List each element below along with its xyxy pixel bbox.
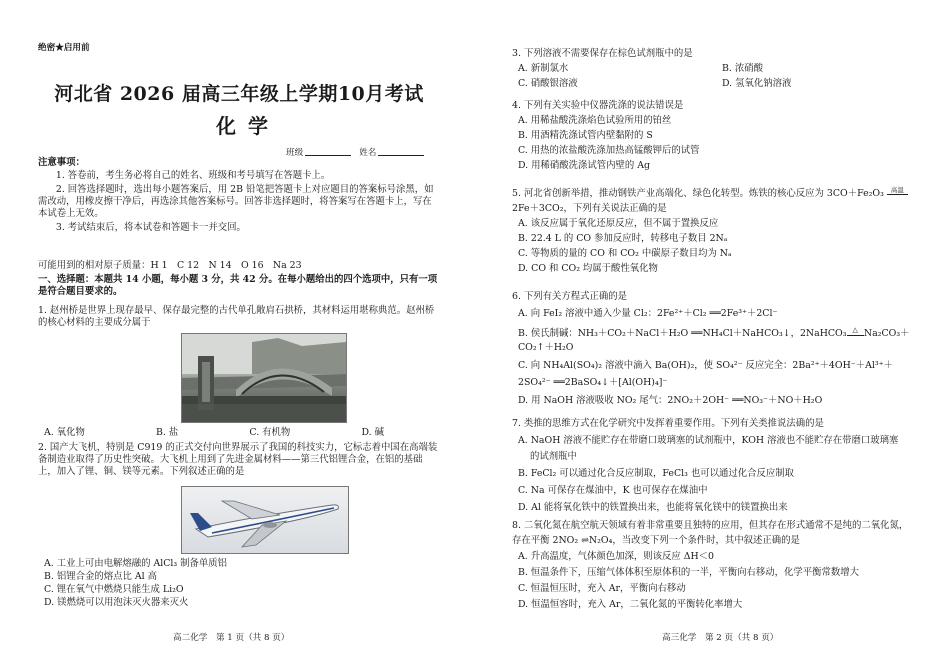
notice-heading: 注意事项：: [38, 157, 85, 168]
question-stem: 7. 类推的思维方式在化学研究中发挥着重要作用。下列有关类推说法确的是: [512, 418, 824, 429]
option-a: A. 用稀盐酸洗涤焰色试验所用的铂丝: [518, 115, 672, 127]
option-b-cont: CO₂↑＋H₂O: [518, 342, 574, 354]
options-row: [512, 78, 920, 90]
option-a: A. 升高温度，气体颜色加深，则该反应 ΔH＜0: [518, 551, 714, 563]
option-d: D. 恒温恒容时，充入 Ar，二氧化氮的平衡转化率增大: [518, 599, 743, 611]
stem-text: 5. 河北省创新举措，推动钢铁产业高端化、绿色化转型。炼铁的核心反应为 3CO＋Fe₂O₃: [512, 188, 884, 199]
heat-condition: △: [847, 326, 864, 336]
option-c-cont: 2SO₄²⁻ ══2BaSO₄↓＋[Al(OH)₄]⁻: [518, 377, 668, 389]
c919-aircraft-photo: [181, 486, 349, 554]
bridge-illustration: [182, 334, 346, 422]
option-b: B. 恒温条件下，压缩气体体积至原体积的一半，平衡向右移动，化学平衡常数增大: [518, 567, 859, 579]
question-stem: 4. 下列有关实验中仪器洗涤的说法错误是: [512, 100, 684, 111]
class-label: 班级: [286, 148, 304, 158]
name-blank: [378, 146, 424, 156]
question-stem: 2. 国产大飞机，特别是 C919 的正式交付向世界展示了我国的科技实力，它标志着中国在高端装备制造业取得了历史性突破。大飞机上用到了先进金属材料——第三代铝锂合金，在铝的基础上，加入了锂、铜、镁等元素。下列叙述正确的是: [38, 442, 438, 478]
option-d: D. 镁燃烧可以用泡沫灭火器来灭火: [44, 597, 189, 609]
option-a: A. 新制氯水: [518, 63, 569, 75]
option-d: D. 碱: [361, 427, 384, 438]
question-2: [38, 442, 440, 478]
option-c: C. Na 可保存在煤油中，K 也可保存在煤油中: [518, 485, 708, 497]
exam-title: 河北省 2026 届高三年级上学期10月考试: [54, 83, 424, 105]
option-d: D. 用 NaOH 溶液吸收 NO₂ 尾气：2NO₂＋2OH⁻ ══NO₃⁻＋NO＋H₂O: [518, 395, 823, 407]
question-1: [38, 305, 440, 329]
option-b-tail: Na₂CO₃＋: [863, 328, 910, 340]
page-footer: 高二化学 第 1 页（共 8 页）: [173, 633, 290, 643]
option-c: C. 恒温恒压时，充入 Ar，平衡向右移动: [518, 583, 686, 595]
option-d: D. 氢氧化钠溶液: [722, 78, 792, 90]
option-c: C. 等物质的量的 CO 和 CO₂ 中碳原子数目均为 Nₐ: [518, 248, 732, 260]
question-4: [512, 100, 920, 172]
option-b: B. 铝锂合金的熔点比 Al 高: [44, 571, 157, 583]
option-a: A. 氧化物: [44, 427, 85, 438]
option-c: C. 有机物: [249, 427, 291, 438]
question-3: [512, 48, 920, 90]
question-7: [512, 418, 920, 514]
option-b: B. 盐: [156, 427, 179, 438]
question-stem: 6. 下列有关方程式正确的是: [512, 291, 628, 302]
question-stem-cont: 存在平衡 2NO₂ ⇌N₂O₄，当改变下列一个条件时，其中叙述正确的是: [512, 535, 800, 547]
notice-item: 3. 考试结束后，将本试卷和答题卡一并交回。: [55, 222, 246, 234]
option-c: C. 用热的浓盐酸洗涤加热高锰酸钾后的试管: [518, 145, 700, 157]
option-b: B. FeCl₂ 可以通过化合反应制取，FeCl₃ 也可以通过化合反应制取: [518, 468, 794, 480]
option-b: [512, 326, 920, 340]
option-a-cont: 的试剂瓶中: [530, 451, 577, 463]
notice-list: [38, 170, 440, 234]
option-a: A. 工业上可由电解熔融的 AlCl₃ 制备单质铝: [44, 558, 228, 569]
atomic-masses: 可能用到的相对原子质量：H 1 C 12 N 14 O 16 Na 23: [38, 260, 302, 271]
name-label: 姓名: [359, 148, 377, 158]
section-heading: 一、选择题：本题共 14 小题，每小题 3 分，共 42 分。在每小题给出的四个选项中，只有一项是符合题目要求的。: [38, 274, 438, 298]
option-c: C. 向 NH₄Al(SO₄)₂ 溶液中滴入 Ba(OH)₂，使 SO₄²⁻ 反应完全：2Ba²⁺＋4OH⁻＋Al³⁺＋: [518, 360, 893, 372]
zhaozhou-bridge-photo: [181, 333, 347, 423]
question-stem-a: [512, 186, 920, 200]
question-2-options: [38, 558, 440, 609]
option-b: B. 浓硝酸: [722, 63, 763, 75]
option-c: C. 硝酸银溶液: [518, 78, 578, 90]
option-d: D. 用稀硝酸洗涤试管内壁的 Ag: [518, 160, 651, 172]
options-row: [512, 63, 920, 75]
secret-label: 绝密★启用前: [38, 43, 90, 53]
question-5: [512, 186, 920, 275]
page-footer: 高三化学 第 2 页（共 8 页）: [662, 633, 779, 643]
question-stem-b: 2Fe＋3CO₂，下列有关说法正确的是: [512, 203, 667, 215]
subject-title: 化学: [216, 114, 280, 138]
question-6: [512, 291, 920, 407]
question-stem: 8. 二氧化氮在航空航天领域有着非常重要且独特的应用，但其存在形式通常不是纯的二氧化氮，: [512, 520, 909, 531]
question-1-options: [38, 427, 384, 439]
option-c: C. 锂在氧气中燃烧只能生成 Li₂O: [44, 584, 184, 596]
question-stem: 1. 赵州桥是世界上现存最早、保存最完整的古代单孔敞肩石拱桥，其材料运用堪称典范。赵州桥的核心材料的主要成分属于: [38, 305, 435, 329]
class-blank: [305, 146, 351, 156]
option-b: B. 用酒精洗涤试管内壁黏附的 S: [518, 130, 653, 142]
option-d: D. Al 能将氧化铁中的铁置换出来，也能将氧化镁中的镁置换出来: [518, 502, 788, 514]
option-b: B. 22.4 L 的 CO 参加反应时，转移电子数目 2Nₐ: [518, 233, 728, 245]
question-8: [512, 520, 920, 611]
reaction-condition: 高温: [887, 186, 908, 195]
option-a: A. 向 FeI₂ 溶液中通入少量 Cl₂：2Fe²⁺＋Cl₂ ══2Fe³⁺＋2Cl⁻: [518, 308, 778, 320]
option-b-text: B. 侯氏制碱：NH₃＋CO₂＋NaCl＋H₂O ══NH₄Cl＋NaHCO₃↓，2NaHCO₃: [518, 328, 847, 340]
notice-item: 1. 答卷前，考生务必将自己的姓名、班级和考号填写在答题卡上。: [55, 170, 331, 181]
notice-item: 2. 回答选择题时，选出每小题答案后，用 2B 铅笔把答题卡上对应题目的答案标号涂黑，如需改动，用橡皮擦干净后，再选涂其他答案标号。回答非选择题时，将答案写在答题卡上，写在本试卷上无效。: [38, 184, 434, 220]
aircraft-illustration: [182, 487, 348, 553]
option-a: A. NaOH 溶液不能贮存在带磨口玻璃塞的试剂瓶中，KOH 溶液也不能贮存在带磨口玻璃塞: [518, 435, 899, 447]
question-stem: 3. 下列溶液不需要保存在棕色试剂瓶中的是: [512, 48, 693, 59]
option-a: A. 该反应属于氧化还原反应，但不属于置换反应: [518, 218, 719, 230]
option-d: D. CO 和 CO₂ 均属于酸性氧化物: [518, 263, 658, 275]
